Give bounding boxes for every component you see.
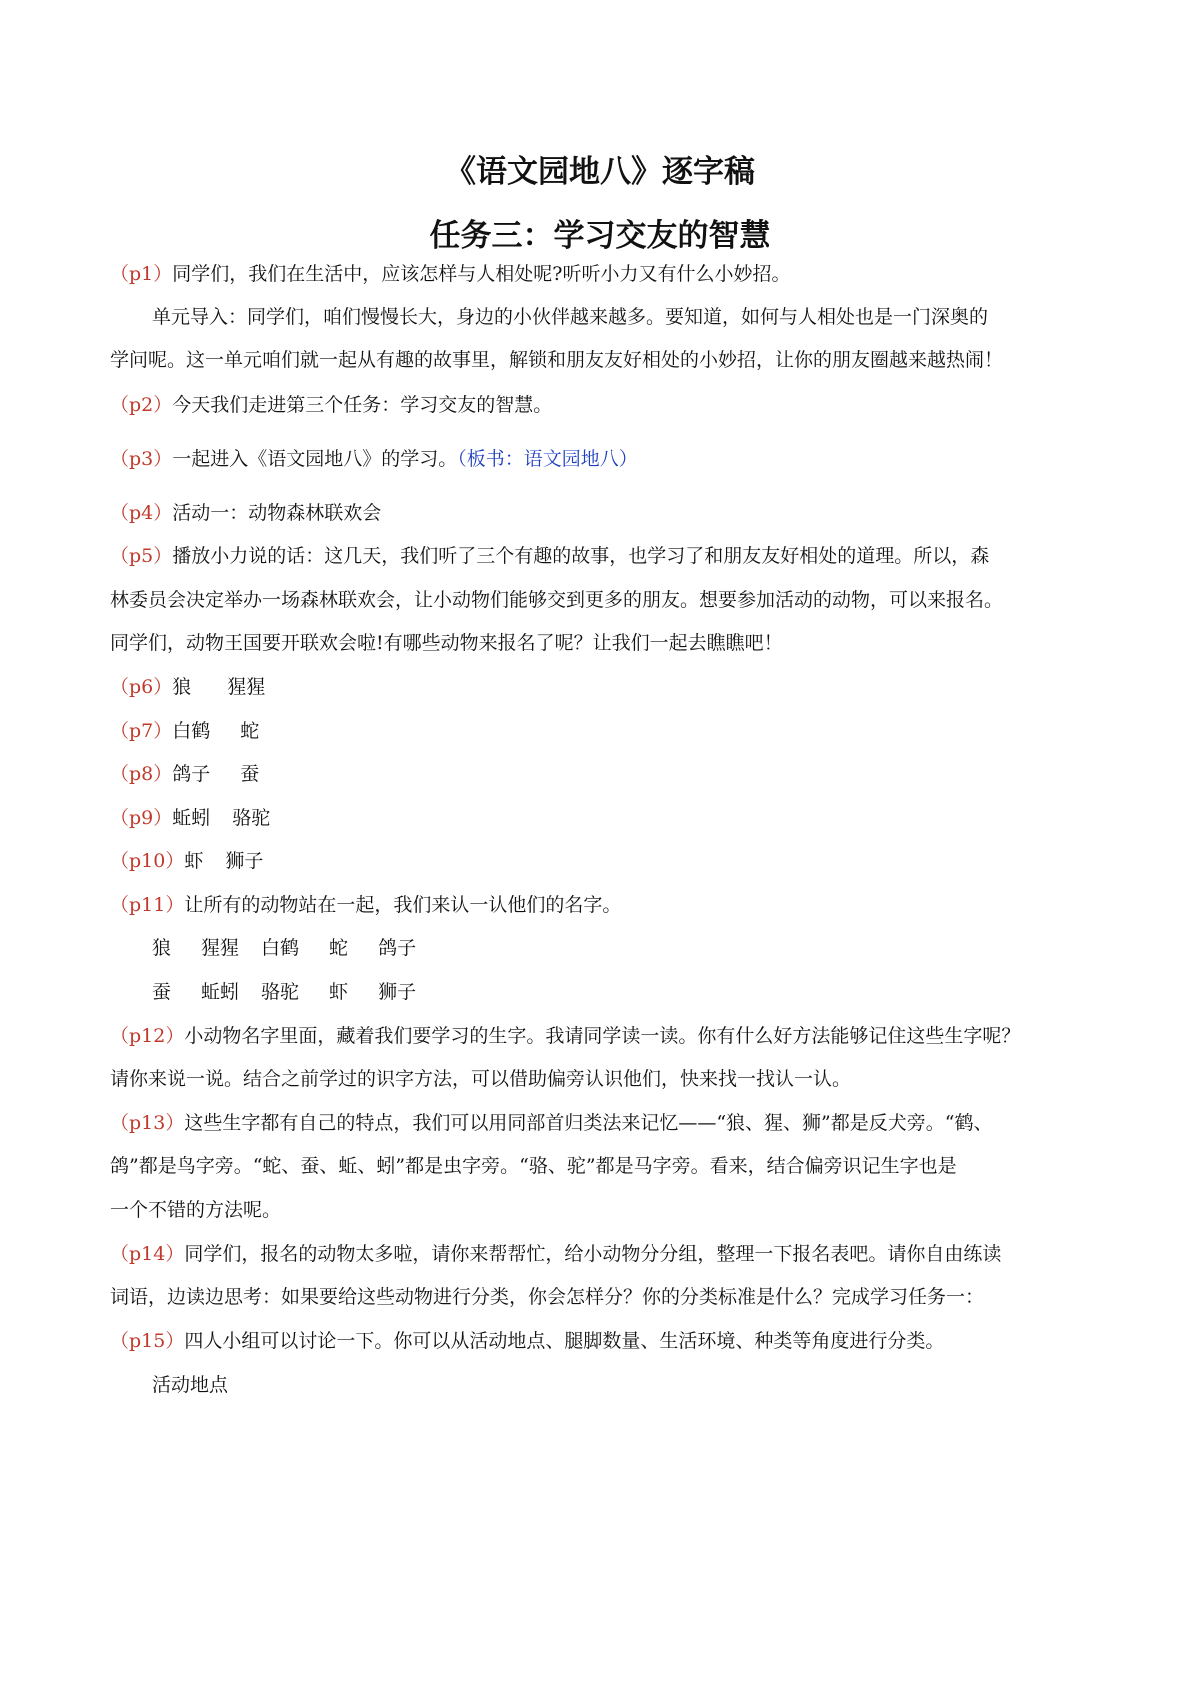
paragraph-text: 今天我们走进第三个任务：学习交友的智慧。: [172, 394, 553, 416]
paragraph-marker: （p8）: [110, 763, 173, 785]
paragraph-text: 一个不错的方法呢。: [110, 1199, 282, 1221]
animal-word: 狮子: [225, 850, 264, 872]
paragraph-p3: [110, 445, 1100, 473]
animal-word: 虾: [184, 850, 204, 872]
paragraph-marker: （p2）: [110, 394, 173, 416]
paragraph-marker: （p3）: [110, 448, 173, 470]
paragraph-marker: （p14）: [110, 1243, 185, 1265]
paragraph-text: 鸽”都是鸟字旁。“蛇、蚕、蚯、蚓”都是虫字旁。“骆、驼”都是马字旁。看来，结合偏旁识记生字也是: [110, 1155, 957, 1177]
paragraph-marker: （p15）: [110, 1330, 185, 1352]
word-row: [152, 978, 1142, 1006]
paragraph-marker: （p7）: [110, 720, 173, 742]
paragraph-p10: [110, 847, 1100, 875]
animal-word: 白鹤: [261, 937, 300, 959]
paragraph-marker: （p5）: [110, 545, 173, 567]
paragraph-marker: （p4）: [110, 502, 173, 524]
paragraph-text: 小动物名字里面，藏着我们要学习的生字。我请同学读一读。你有什么好方法能够记住这些生字呢？: [184, 1025, 1021, 1047]
paragraph-text: 四人小组可以讨论一下。你可以从活动地点、腿脚数量、生活环境、种类等角度进行分类。: [184, 1330, 945, 1352]
paragraph-p5: [110, 542, 1100, 570]
paragraph-text: 林委员会决定举办一场森林联欢会，让小动物们能够交到更多的朋友。想要参加活动的动物，可以来报名。: [110, 589, 1004, 611]
paragraph-text: 活动一：动物森林联欢会: [172, 502, 382, 524]
paragraph-text: 请你来说一说。结合之前学过的识字方法，可以借助偏旁认识他们，快来找一找认一认。: [110, 1068, 852, 1090]
paragraph-p5-cont: [110, 586, 1100, 614]
paragraph-p5-cont: [110, 629, 1100, 657]
paragraph-text: 学问呢。这一单元咱们就一起从有趣的故事里，解锁和朋友友好相处的小妙招，让你的朋友圈越来越热闹！: [110, 349, 1004, 371]
document-subtitle: 任务三：学习交友的智慧: [429, 218, 771, 254]
animal-word: 骆驼: [261, 981, 300, 1003]
word-row: [152, 934, 1142, 962]
section-label: [152, 1371, 1142, 1399]
paragraph-text: 播放小力说的话：这几天，我们听了三个有趣的故事，也学习了和朋友友好相处的道理。所以，森: [172, 545, 990, 567]
document-title: 《语文园地八》逐字稿: [445, 154, 755, 190]
paragraph-text: 单元导入：同学们，咱们慢慢长大，身边的小伙伴越来越多。要知道，如何与人相处也是一门深奥的: [152, 306, 989, 328]
paragraph-p14: [110, 1240, 1100, 1268]
paragraph-marker: （p13）: [110, 1112, 185, 1134]
paragraph-p11: [110, 891, 1100, 919]
animal-word: 狮子: [378, 981, 417, 1003]
paragraph-p12: [110, 1022, 1100, 1050]
paragraph-p8: [110, 760, 1100, 788]
paragraph-marker: （p6）: [110, 676, 173, 698]
paragraph-p15: [110, 1327, 1100, 1355]
paragraph-p14-cont: [110, 1283, 1100, 1311]
paragraph-marker: （p9）: [110, 807, 173, 829]
paragraph-intro: [152, 303, 1142, 331]
animal-word: 狼: [172, 676, 192, 698]
paragraph-p13-cont: [110, 1196, 1100, 1224]
animal-word: 蚕: [240, 763, 260, 785]
paragraph-p9: [110, 804, 1100, 832]
paragraph-marker: （p11）: [110, 894, 185, 916]
paragraph-marker: （p1）: [110, 263, 173, 285]
paragraph-p2: [110, 391, 1100, 419]
animal-word: 鸽子: [172, 763, 211, 785]
animal-word: 蚯蚓: [172, 807, 211, 829]
animal-word: 蛇: [240, 720, 260, 742]
animal-word: 猩猩: [201, 937, 240, 959]
animal-word: 蚯蚓: [201, 981, 240, 1003]
paragraph-text: 词语，边读边思考：如果要给这些动物进行分类，你会怎样分？你的分类标准是什么？完成学习任务一：: [110, 1286, 985, 1308]
paragraph-p6: [110, 673, 1100, 701]
paragraph-p1: [110, 260, 1100, 288]
animal-word: 鸽子: [378, 937, 417, 959]
animal-word: 蛇: [329, 937, 349, 959]
paragraph-p7: [110, 717, 1100, 745]
paragraph-intro-cont: [110, 346, 1100, 374]
animal-word: 虾: [329, 981, 349, 1003]
paragraph-text: 同学们，报名的动物太多啦，请你来帮帮忙，给小动物分分组，整理一下报名表吧。请你自由练读: [184, 1243, 1002, 1265]
animal-word: 白鹤: [172, 720, 211, 742]
paragraph-text: 同学们，动物王国要开联欢会啦!有哪些动物来报名了呢？让我们一起去瞧瞧吧！: [110, 632, 783, 654]
paragraph-text: 一起进入《语文园地八》的学习。: [172, 448, 458, 470]
animal-word: 蚕: [152, 981, 172, 1003]
animal-word: 骆驼: [232, 807, 271, 829]
paragraph-p12-cont: [110, 1065, 1100, 1093]
paragraph-p4: [110, 499, 1100, 527]
paragraph-marker: （p12）: [110, 1025, 185, 1047]
paragraph-p13: [110, 1109, 1100, 1137]
paragraph-text: 这些生字都有自己的特点，我们可以用同部首归类法来记忆——“狼、猩、狮”都是反犬旁。“鹤、: [184, 1112, 993, 1134]
blackboard-note: （板书：语文园地八）: [457, 448, 638, 470]
animal-word: 猩猩: [227, 676, 266, 698]
paragraph-p13-cont: [110, 1152, 1100, 1180]
paragraph-text: 活动地点: [152, 1374, 229, 1396]
paragraph-text: 让所有的动物站在一起，我们来认一认他们的名字。: [184, 894, 622, 916]
paragraph-marker: （p10）: [110, 850, 185, 872]
paragraph-text: 同学们，我们在生活中，应该怎样与人相处呢?听听小力又有什么小妙招。: [172, 263, 791, 285]
animal-word: 狼: [152, 937, 172, 959]
